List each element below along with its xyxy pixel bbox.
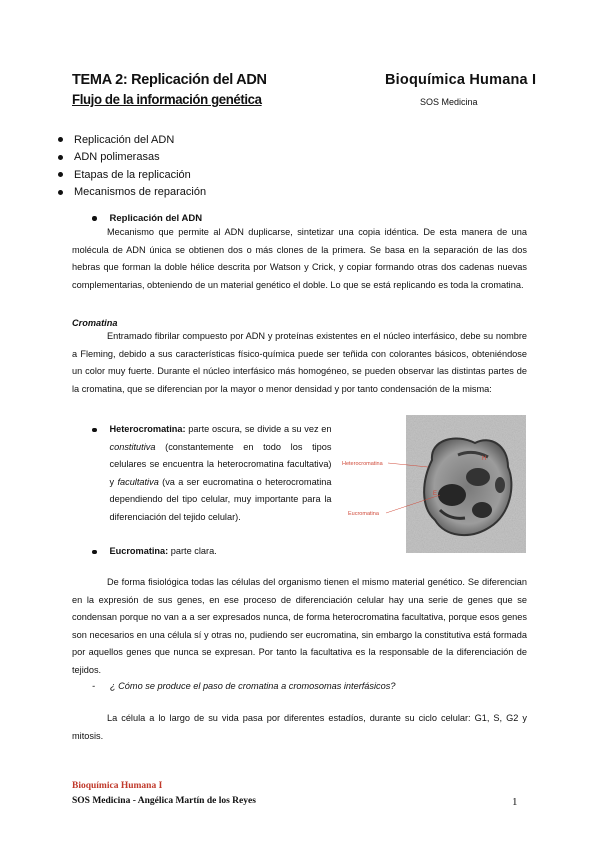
term-facultativa: facultativa xyxy=(117,476,159,487)
table-of-contents xyxy=(58,131,206,201)
figure-mark-e: E xyxy=(433,491,438,497)
bullet-icon xyxy=(58,137,63,142)
bullet-heterocromatina xyxy=(92,421,332,526)
section-heading-cromatina: Cromatina xyxy=(72,318,118,328)
bullet-icon xyxy=(58,190,63,195)
footer-author: SOS Medicina - Angélica Martín de los Reyes xyxy=(72,796,256,806)
paragraph-ciclo-celular: La célula a lo largo de su vida pasa por diferentes estadíos, durante su ciclo celular: G1, S, G2 y mitosis. xyxy=(72,713,527,741)
nucleus-micrograph xyxy=(340,415,526,553)
text-fragment: (va a ser eucromatina o heterocromatina dependiendo del tipo celular, muy importante para la diferenciación del tejido celular). xyxy=(109,476,332,522)
toc-item-label: Mecanismos de reparación xyxy=(74,186,207,199)
toc-item-label: Etapas de la replicación xyxy=(74,168,191,181)
bullet-icon xyxy=(58,172,63,177)
bullet-eucromatina xyxy=(92,543,217,561)
text-fragment: parte clara. xyxy=(168,546,217,556)
text-fragment: (constantemente en todo los tipos celulares se encuentra la heterocromatina facultativa) y xyxy=(109,441,332,487)
figure-mark-h: H xyxy=(482,456,487,462)
term-eucromatina: Eucromatina: xyxy=(109,546,169,556)
source-name: SOS Medicina xyxy=(420,97,478,107)
figure-label-heterocromatina: Heterocromatina xyxy=(342,461,383,467)
paragraph-diferenciacion: De forma fisiológica todas las células del organismo tienen el mismo material genético. Se diferencian en la expresión de sus genes, en ese proceso de diferenciación celular hay una serie de genes que se condensan porque no van a a ser expresados nunca, de forma heterocromatina facultativa, porque esos genes son necesarios en una célula sí y otras no, pudiendo ser eucromatina, sin embargo la constitutiva está formada por aquellos genes que nunca se expresan. Por tanto la facultativa es la responsable de la diferenciación de tejidos. xyxy=(72,577,527,675)
toc-item-label: Replicación del ADN xyxy=(74,133,175,146)
bullet-icon xyxy=(92,428,97,433)
toc-item xyxy=(58,131,206,149)
footer-course: Bioquímica Humana I xyxy=(72,781,163,791)
figure-label-eucromatina: Eucromatina xyxy=(348,511,379,517)
toc-item xyxy=(58,166,206,184)
dash-bullet: - xyxy=(92,681,96,691)
bullet-icon xyxy=(92,216,97,221)
toc-item-label: ADN polimerasas xyxy=(74,151,160,164)
question-text: ¿ Cómo se produce el paso de cromatina a cromosomas interfásicos? xyxy=(110,681,396,691)
toc-item xyxy=(58,184,206,202)
document-subtitle: Flujo de la información genética xyxy=(72,92,262,107)
term-constitutiva: constitutiva xyxy=(109,441,156,452)
term-heterocromatina: Heterocromatina: xyxy=(109,424,186,434)
paragraph-cromatina: Entramado fibrilar compuesto por ADN y proteínas existentes en el núcleo interfásico, debe su nombre a Fleming, debido a sus características físico-química puede ser teñida con colorantes básicos, obteniéndose un color muy fuerte. Durante el núcleo interfásico más homogéneo, se pueden observar las distintas partes de la cromatina, que se diferencian por la mayor o menor densidad y por tanto condensación de la misma: xyxy=(72,331,527,394)
question-line xyxy=(92,681,395,691)
heterocromatina-text xyxy=(110,421,332,526)
page-number: 1 xyxy=(512,796,518,808)
text-fragment: parte oscura, se divide a su vez en xyxy=(185,424,332,434)
paragraph-replicacion: Mecanismo que permite al ADN duplicarse, sintetizar una copia idéntica. De esta manera de una molécula de ADN única se obtienen dos o más clones de la primera. Se basa en la separación de las dos hebras que forman la doble hélice descrita por Watson y Crick, y copiar formando otras dos cadenas nuevas complementarias, obteniendo de un material genético el doble. Lo que se está replicando es toda la cromatina. xyxy=(72,227,527,290)
toc-item xyxy=(58,149,206,167)
section-heading-replicacion xyxy=(92,213,202,224)
eucromatina-text xyxy=(110,543,217,561)
course-name: Bioquímica Humana I xyxy=(385,72,537,88)
bullet-icon xyxy=(92,550,97,555)
document-title: TEMA 2: Replicación del ADN xyxy=(72,72,267,88)
section-heading-label: Replicación del ADN xyxy=(109,213,203,224)
bullet-icon xyxy=(58,155,63,160)
